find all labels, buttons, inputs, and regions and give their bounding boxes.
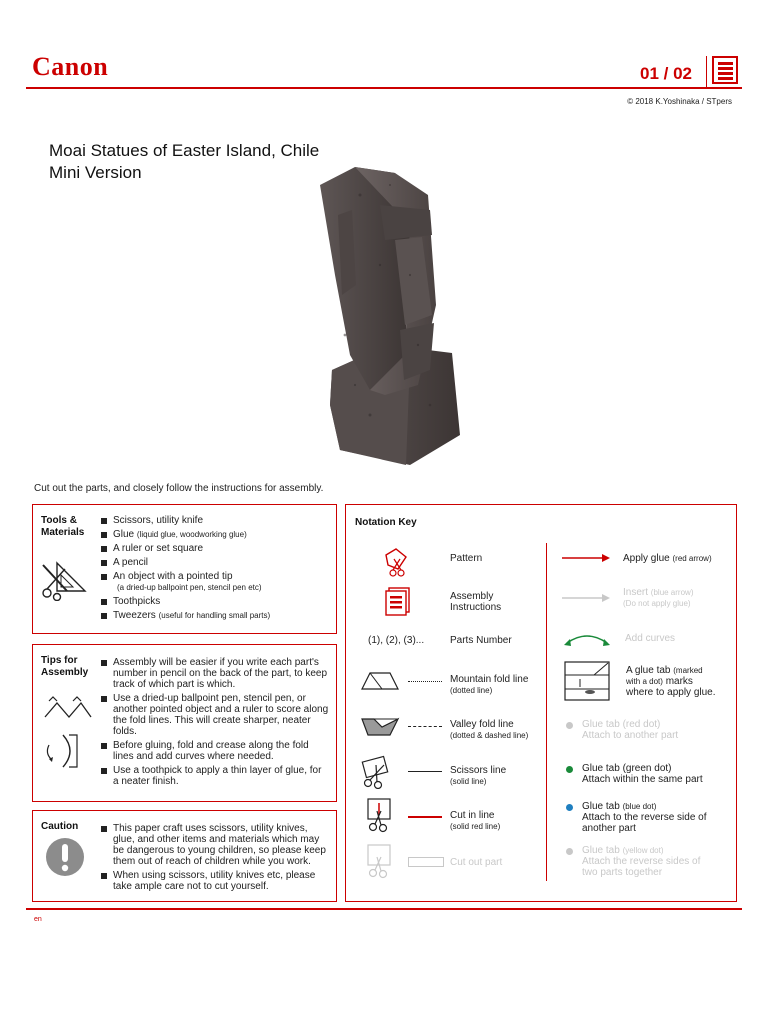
tools-list bbox=[101, 515, 331, 624]
canon-logo: Canon bbox=[32, 52, 109, 81]
notation-title: Notation Key bbox=[355, 517, 417, 528]
fold-hands-icon bbox=[43, 695, 93, 721]
apply-glue-label: Apply glue (red arrow) bbox=[623, 553, 712, 564]
tips-label: Tips for Assembly bbox=[41, 655, 89, 678]
pattern-label: Pattern bbox=[450, 553, 483, 564]
blue-dot-icon bbox=[566, 804, 573, 811]
add-curves-label: Add curves bbox=[625, 633, 676, 644]
list-item: A ruler or set square bbox=[101, 543, 331, 554]
glue-tab-description: A glue tab (marked with a dot) marks where to apply glue. bbox=[626, 665, 716, 698]
list-item: Toothpicks bbox=[101, 596, 331, 607]
mountain-fold-label: Mountain fold line (dotted line) bbox=[450, 674, 529, 695]
list-item: Use a dried-up ballpoint pen, stencil pen, or another pointed object and a ruler to score along the fold lines. This will create sharper, neater folds. bbox=[101, 693, 329, 737]
assembly-instructions-label: Assembly Instructions bbox=[450, 591, 502, 613]
red-dot-label: Glue tab (red dot) Attach to another part bbox=[582, 719, 679, 741]
scissors-icon bbox=[358, 755, 398, 789]
cut-out-label: Cut out part bbox=[450, 857, 503, 868]
assembly-instructions-icon bbox=[384, 587, 412, 617]
curve-arrow-icon bbox=[562, 629, 612, 649]
valley-fold-icon bbox=[360, 715, 400, 737]
footer-rule bbox=[26, 908, 742, 910]
red-dot-icon bbox=[566, 722, 573, 729]
language-code: en bbox=[34, 916, 42, 923]
scissors-line bbox=[408, 771, 442, 772]
cut-in-line bbox=[408, 816, 442, 818]
green-dot-icon bbox=[566, 766, 573, 773]
header-rule bbox=[26, 87, 742, 89]
curve-part-icon bbox=[43, 731, 87, 771]
notation-divider bbox=[546, 543, 547, 881]
list-item: Assembly will be easier if you write each part's number in pencil on the back of the part, to keep track of which part is which. bbox=[101, 657, 329, 690]
header-divider bbox=[706, 56, 707, 88]
caution-box bbox=[32, 810, 337, 902]
list-item: When using scissors, utility knives etc, please take ample care not to cut yourself. bbox=[101, 870, 329, 892]
exclamation-icon bbox=[45, 837, 85, 877]
copyright: © 2018 K.Yoshinaka / STpers bbox=[627, 97, 732, 106]
parts-number-symbol: (1), (2), (3)... bbox=[368, 635, 425, 646]
cut-out-part-icon bbox=[362, 843, 398, 879]
document-icon bbox=[712, 56, 738, 84]
tips-list bbox=[101, 657, 329, 790]
valley-fold-label: Valley fold line (dotted & dashed line) bbox=[450, 719, 529, 740]
list-item: Use a toothpick to apply a thin layer of glue, for a neater finish. bbox=[101, 765, 329, 787]
blue-dot-label: Glue tab (blue dot) Attach to the reverse side of another part bbox=[582, 801, 707, 834]
scissors-line-label: Scissors line (solid line) bbox=[450, 765, 507, 786]
tools-label: Tools & Materials bbox=[41, 515, 85, 538]
cut-in-label: Cut in line (solid red line) bbox=[450, 810, 501, 831]
list-item: Tweezers (useful for handling small parts) bbox=[101, 610, 331, 621]
blue-arrow-icon bbox=[562, 593, 610, 603]
valley-fold-line bbox=[408, 726, 442, 727]
page-indicator: 01 / 02 bbox=[640, 64, 692, 83]
tools-materials-box bbox=[32, 504, 337, 634]
mountain-fold-line bbox=[408, 681, 442, 682]
parts-number-label: Parts Number bbox=[450, 635, 512, 646]
list-item: Scissors, utility knife bbox=[101, 515, 331, 526]
list-item: An object with a pointed tip (a dried-up ballpoint pen, stencil pen etc) bbox=[101, 571, 331, 593]
moai-statue-image bbox=[310, 155, 470, 475]
title-line-2: Mini Version bbox=[49, 163, 142, 182]
list-item: Glue (liquid glue, woodworking glue) bbox=[101, 529, 331, 540]
cut-in-icon bbox=[362, 797, 398, 833]
green-dot-label: Glue tab (green dot) Attach within the same part bbox=[582, 763, 703, 785]
list-item: A pencil bbox=[101, 557, 331, 568]
caution-list bbox=[101, 823, 329, 895]
tools-icon bbox=[39, 557, 91, 601]
cut-out-swatch bbox=[408, 857, 444, 867]
red-arrow-icon bbox=[562, 553, 610, 563]
page-title bbox=[49, 140, 319, 184]
list-item: This paper craft uses scissors, utility knives, glue, and other items and materials which may be dangerous to young children, so please keep them out of reach of children while you work. bbox=[101, 823, 329, 867]
title-line-1: Moai Statues of Easter Island, Chile bbox=[49, 141, 320, 160]
mountain-fold-icon bbox=[360, 669, 400, 691]
list-item: Before gluing, fold and crease along the fold lines and add curves where needed. bbox=[101, 740, 329, 762]
pattern-icon bbox=[382, 547, 412, 577]
yellow-dot-icon bbox=[566, 848, 573, 855]
notation-key-box bbox=[345, 504, 737, 902]
caution-label: Caution bbox=[41, 821, 79, 832]
glue-tab-icon bbox=[564, 661, 610, 701]
insert-label: Insert (blue arrow) (Do not apply glue) bbox=[623, 587, 694, 608]
yellow-dot-label: Glue tab (yellow dot) Attach the reverse sides of two parts together bbox=[582, 845, 701, 878]
intro-text: Cut out the parts, and closely follow the instructions for assembly. bbox=[34, 483, 324, 494]
tips-box bbox=[32, 644, 337, 802]
